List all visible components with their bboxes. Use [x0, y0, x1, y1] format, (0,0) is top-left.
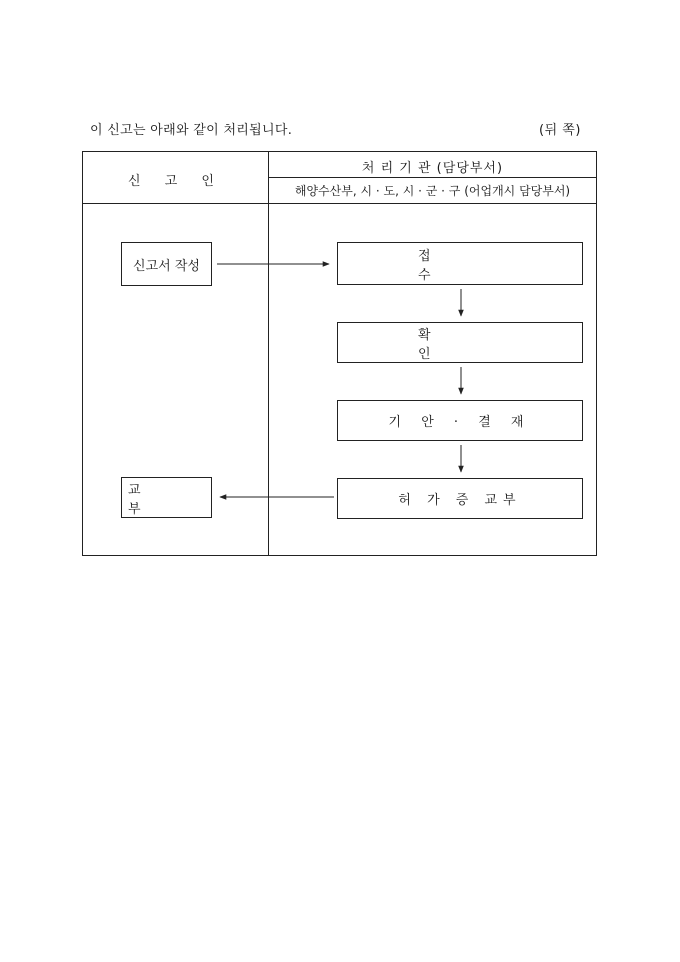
step-issue-permit-label: 허 가 증 교부: [398, 493, 522, 508]
step-issue-permit: [337, 478, 583, 519]
applicant-header: 신 고 인: [128, 174, 224, 189]
step-write-report: [121, 242, 212, 286]
step-receive: [337, 242, 583, 285]
intro-text: 이 신고는 아래와 같이 처리됩니다.: [90, 123, 293, 138]
agency-header: 처 리 기 관 (담당부서): [361, 161, 504, 176]
step-deliver: [121, 477, 212, 518]
step-draft-approve: [337, 400, 583, 441]
step-write-report-label: 신고서 작성: [133, 258, 200, 274]
step-draft-approve-label: 기 안 · 결 재: [388, 415, 532, 430]
page-side-label: (뒤 쪽): [539, 123, 581, 138]
step-confirm: [337, 322, 583, 363]
column-divider: [268, 151, 269, 556]
step-deliver-label: 교 부: [128, 482, 183, 517]
step-receive-label: 접 수: [418, 248, 511, 283]
agency-departments: 해양수산부, 시 · 도, 시 · 군 · 구 (어업개시 담당부서): [294, 184, 571, 198]
subheader-divider: [268, 177, 597, 178]
step-confirm-label: 확 인: [418, 327, 511, 362]
header-divider: [82, 203, 597, 204]
